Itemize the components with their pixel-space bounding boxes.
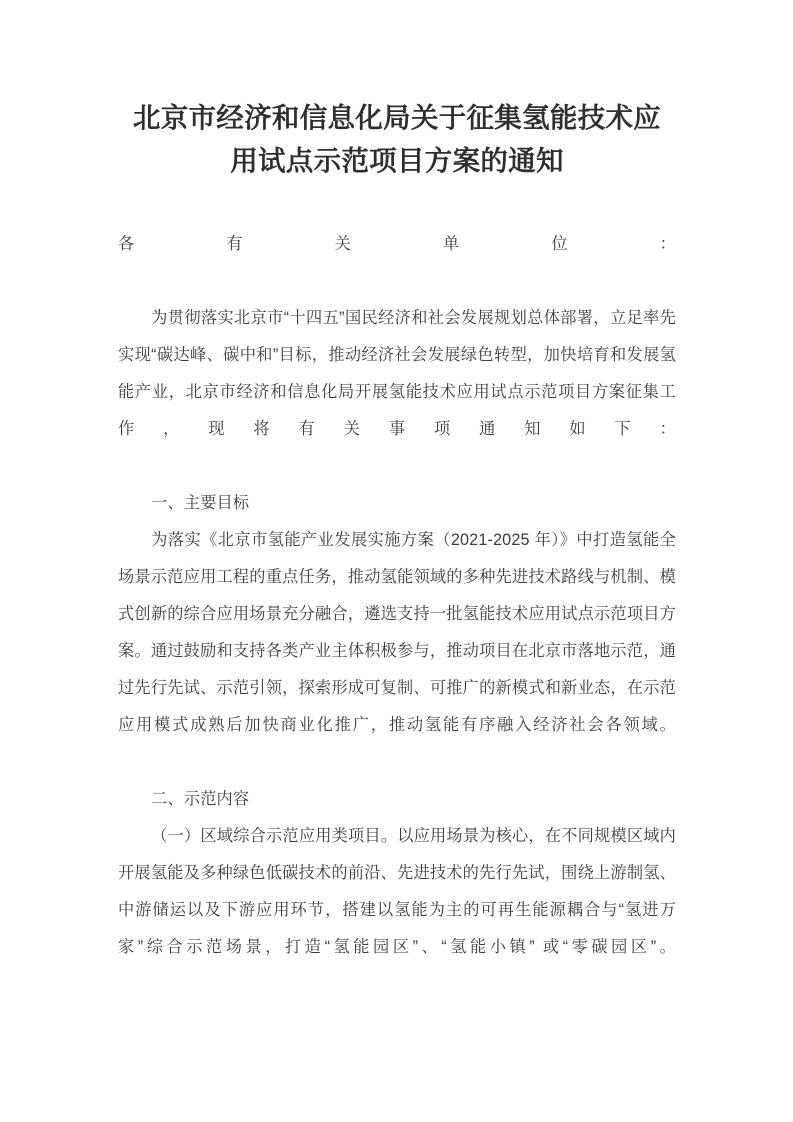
- paragraph-main-objectives: 为落实《北京市氢能产业发展实施方案（2021-2025 年）》中打造氢能全场景示范应用工程的重点任务，推动氢能领域的多种先进技术路线与机制、模式创新的综合应用场景充分融合，遴选支持一批氢能技术应用试点示范项目方案。通过鼓励和支持各类产业主体积极参与，推动项目在北京市落地示范，通过先行先试、示范引领，探索形成可复制、可推广的新模式和新业态，在示范应用模式成熟后加快商业化推广，推动氢能有序融入经济社会各领域。: [118, 531, 676, 734]
- page-title-line-1: 北京市经济和信息化局关于征集氢能技术应: [132, 102, 662, 133]
- paragraph-intro: 为贯彻落实北京市“十四五”国民经济和社会发展规划总体部署，立足率先实现“碳达峰、碳中和”目标，推动经济社会发展绿色转型，加快培育和发展氢能产业，北京市经济和信息化局开展氢能技术应用试点示范项目方案征集工作，现将有关事项通知如下：: [118, 309, 676, 438]
- page-title-line-2: 用试点示范项目方案的通知: [230, 145, 564, 176]
- paragraph-regional-comprehensive-demonstration: （一）区域综合示范应用类项目。以应用场景为核心，在不同规模区域内开展氢能及多种绿色低碳技术的前沿、先进技术的先行先试，围绕上游制氢、中游储运以及下游应用环节，搭建以氢能为主的可再生能源耦合与“氢进万家”综合示范场景，打造“氢能园区”、“氢能小镇” 或“零碳园区”。: [118, 827, 676, 956]
- salutation: 各有关单位：: [118, 235, 676, 253]
- page-title: [118, 96, 676, 182]
- section-heading-demonstration-content: 二、示范内容: [151, 790, 250, 808]
- section-heading-main-objectives: 一、主要目标: [151, 494, 250, 512]
- document-body: [118, 226, 676, 1003]
